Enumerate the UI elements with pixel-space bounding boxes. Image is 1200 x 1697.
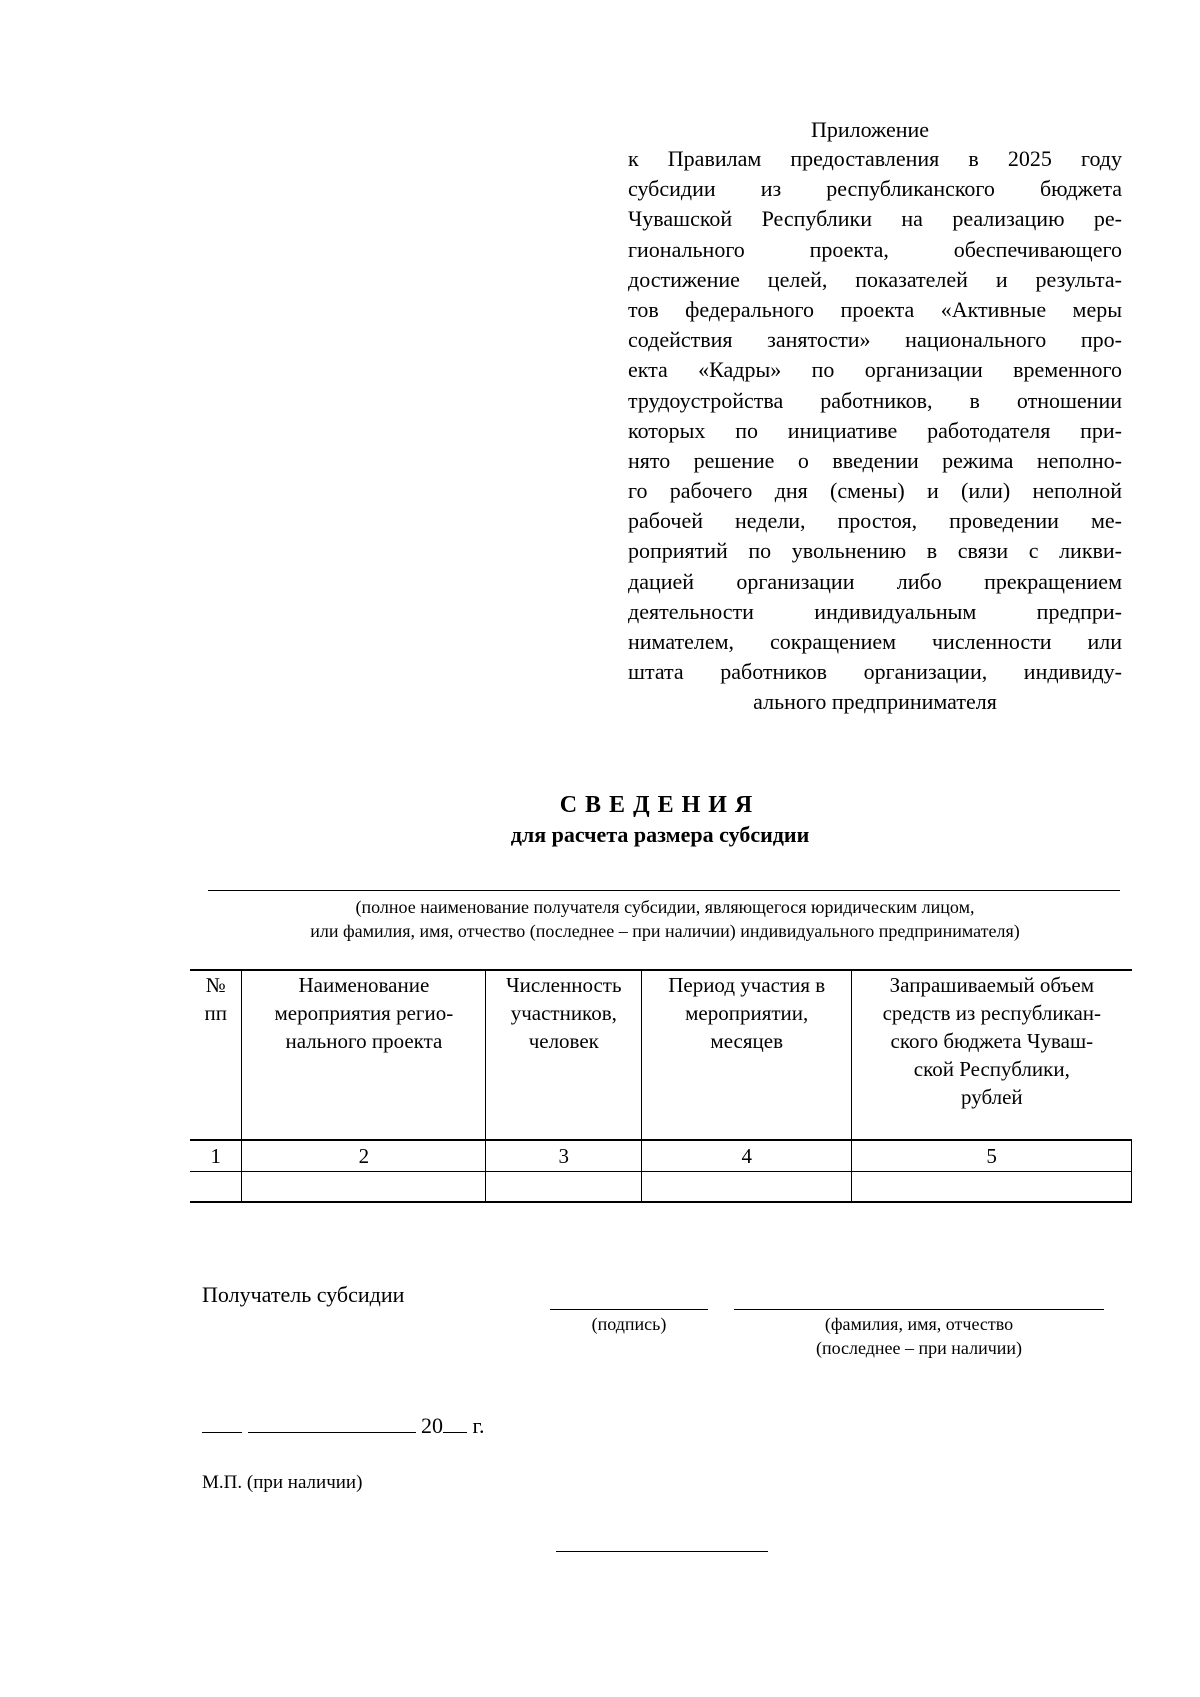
year-prefix: 20: [421, 1413, 443, 1438]
appendix-line: к Правилам предоставления в 2025 году: [628, 146, 1122, 171]
appendix-line: содействия занятости» национального про-: [628, 327, 1122, 353]
recipient-caption: [190, 895, 1140, 943]
appendix-line: роприятий по увольнению в связи с ликви-: [628, 538, 1122, 564]
appendix-line: которых по инициативе работодателя при-: [628, 417, 1122, 443]
full-name-caption-line-1: (фамилия, имя, отчество: [824, 1314, 1014, 1334]
appendix-line: достижение целей, показателей и результа-: [628, 266, 1122, 292]
appendix-line: дацией организации либо прекращением: [628, 568, 1122, 594]
header-requested-amount: Запрашиваемый объем средств из республикан- ского бюджета Чуваш- ской Республики, рублей: [882, 973, 1102, 1109]
table-cell[interactable]: [486, 1172, 642, 1203]
appendix-line: деятельности индивидуальным предпри-: [628, 598, 1122, 624]
appendix-line: нято решение о введении режима неполно-: [628, 447, 1122, 473]
table-cell[interactable]: [642, 1172, 852, 1203]
date-line: [202, 1412, 485, 1439]
header-participants: Численность участников, человек: [486, 970, 642, 1140]
appendix-line: екта «Кадры» по организации временного: [628, 357, 1122, 383]
column-number: 1: [190, 1140, 242, 1172]
appendix-line: гионального проекта, обеспечивающего: [628, 236, 1122, 262]
document-title: СВЕДЕНИЯ: [559, 792, 761, 818]
full-name-line[interactable]: [734, 1309, 1104, 1310]
column-number-row: [190, 1140, 1132, 1172]
signature-line[interactable]: [550, 1309, 708, 1310]
appendix-line: нимателем, сокращением численности или: [628, 629, 1122, 654]
stamp-label: М.П. (при наличии): [202, 1472, 363, 1493]
table-cell[interactable]: [242, 1172, 486, 1203]
signature-caption: (подпись): [591, 1314, 667, 1334]
table-cell[interactable]: [190, 1172, 242, 1203]
header-period: Период участия в мероприятии, месяцев: [642, 970, 852, 1140]
column-number: 3: [486, 1140, 642, 1172]
appendix-line: рабочей недели, простоя, проведении ме-: [628, 508, 1122, 534]
appendix-line: тов федерального проекта «Активные меры: [628, 296, 1122, 322]
appendix-line: штата работников организации, индивиду-: [628, 659, 1122, 685]
month-blank[interactable]: [248, 1412, 416, 1433]
column-number: 4: [642, 1140, 852, 1172]
bottom-separator: [556, 1551, 768, 1552]
document-subtitle: для расчета размера субсидии: [510, 822, 810, 847]
appendix-line: Чувашской Республики на реализацию ре-: [628, 206, 1122, 232]
full-name-caption: [744, 1312, 1094, 1360]
table-header-row: [190, 970, 1132, 1140]
recipient-label: Получатель субсидии: [202, 1282, 405, 1307]
recipient-caption-line-1: (полное наименование получателя субсидии, являющегося юридическим лицом,: [355, 897, 975, 917]
table-row: [190, 1172, 1132, 1203]
recipient-caption-line-2: или фамилия, имя, отчество (последнее – при наличии) индивидуального предпринимателя): [310, 921, 1020, 941]
header-event-name: Наименование мероприятия регио- нального проекта: [242, 970, 486, 1140]
appendix-line: субсидии из республиканского бюджета: [628, 176, 1122, 202]
year-blank[interactable]: [443, 1412, 467, 1433]
table-cell[interactable]: [852, 1172, 1132, 1203]
column-number: 5: [852, 1140, 1132, 1172]
appendix-line: го рабочего дня (смены) и (или) неполной: [628, 478, 1122, 504]
year-suffix: г.: [472, 1413, 485, 1438]
column-number: 2: [242, 1140, 486, 1172]
appendix-text: [628, 144, 1122, 718]
subsidy-table: [190, 969, 1132, 1203]
appendix-line: ального предпринимателя: [753, 689, 997, 715]
header-number: № пп: [190, 970, 242, 1140]
recipient-name-line: [208, 890, 1120, 891]
full-name-caption-line-2: (последнее – при наличии): [815, 1338, 1023, 1358]
appendix-title: Приложение: [810, 117, 930, 142]
appendix-line: трудоустройства работников, в отношении: [628, 387, 1122, 413]
day-blank[interactable]: [202, 1412, 242, 1433]
